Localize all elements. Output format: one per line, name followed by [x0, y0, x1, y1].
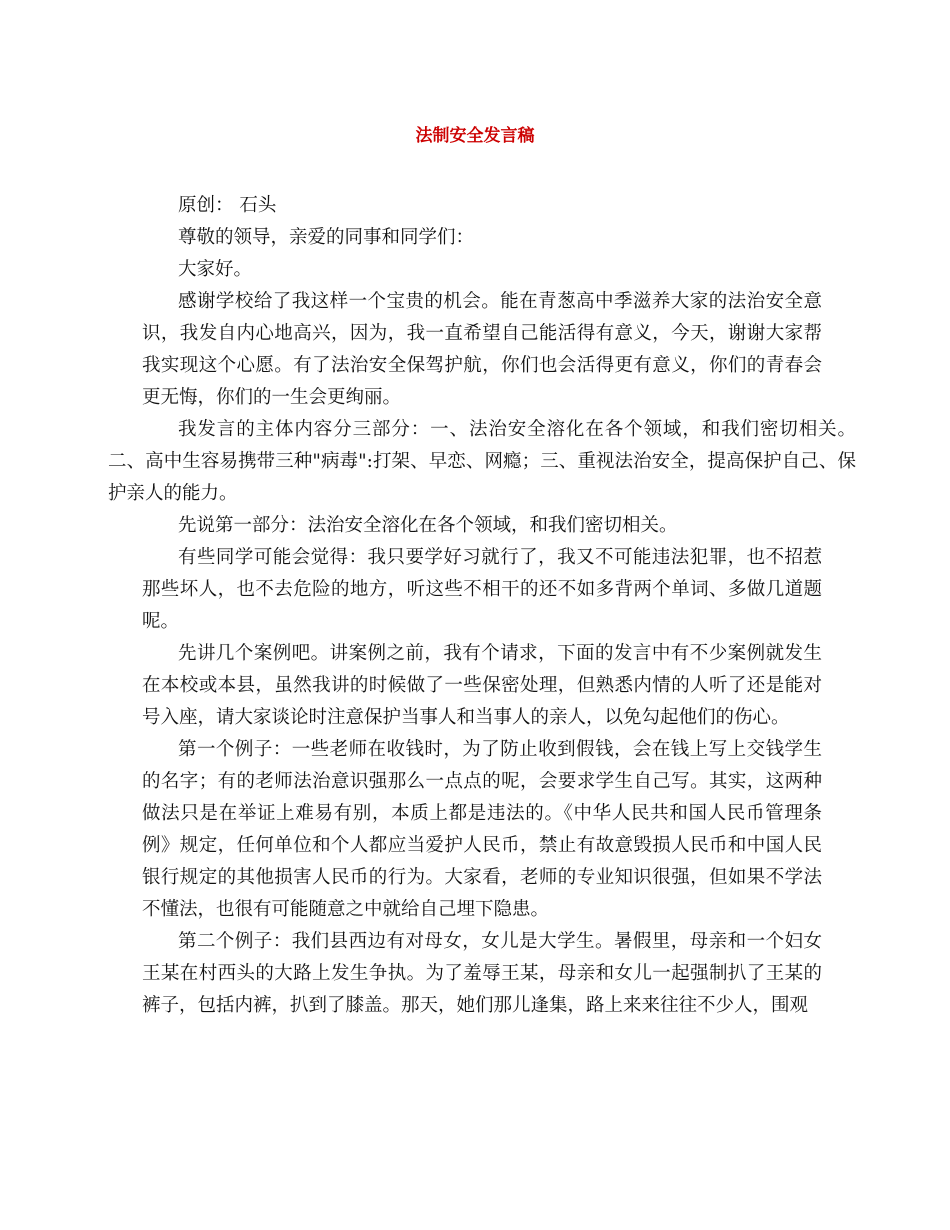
paragraph-some-students: 有些同学可能会觉得：我只要学好习就行了，我又不可能违法犯罪，也不招惹那些坏人，也不去危险的地方，听这些不相干的还不如多背两个单词、多做几道题呢。 — [142, 547, 822, 632]
paragraph-example-one: 第一个例子：一些老师在收钱时，为了防止收到假钱，会在钱上写上交钱学生的名字；有的老师法治意识强那么一点点的呢，会要求学生自己写。其实，这两种做法只是在举证上难易有别，本质上都是违法的。《中华人民共和国人民币管理条例》规定，任何单位和个人都应当爱护人民币，禁止有故意毁损人民币和中国人民银行规定的其他损害人民币的行为。大家看，老师的专业知识很强，但如果不学法不懂法，也很有可能随意之中就给自己埋下隐患。 — [142, 739, 822, 920]
paragraph-thanks: 感谢学校给了我这样一个宝贵的机会。能在青葱高中季滋养大家的法治安全意识，我发自内心地高兴，因为，我一直希望自己能活得有意义，今天，谢谢大家帮我实现这个心愿。有了法治安全保驾护航，你们也会活得更有意义，你们的青春会更无悔，你们的一生会更绚丽。 — [142, 291, 822, 408]
paragraph-cases-intro: 先讲几个案例吧。讲案例之前，我有个请求，下面的发言中有不少案例就发生在本校或本县，虽然我讲的时候做了一些保密处理，但熟悉内情的人听了还是能对号入座，请大家谈论时注意保护当事人和当事人的亲人，以免勾起他们的伤心。 — [142, 643, 822, 728]
paragraph-outline: 我发言的主体内容分三部分：一、法治安全溶化在各个领域，和我们密切相关。二、高中生容易携带三种"病毒":打架、早恋、网瘾；三、重视法治安全，提高保护自己、保护亲人的能力。 — [108, 419, 856, 504]
greeting: 大家好。 — [178, 259, 253, 280]
document-body — [108, 190, 856, 1022]
author-line: 原创： 石头 — [178, 195, 277, 216]
paragraph-example-two: 第二个例子：我们县西边有对母女，女儿是大学生。暑假里，母亲和一个妇女王某在村西头的大路上发生争执。为了羞辱王某，母亲和女儿一起强制扒了王某的裤子，包括内裤，扒到了膝盖。那天，她们那儿逢集，路上来来往往不少人，围观 — [142, 931, 822, 1016]
salutation: 尊敬的领导，亲爱的同事和同学们： — [178, 227, 475, 248]
document-title: 法制安全发言稿 — [415, 126, 535, 146]
paragraph-part-one: 先说第一部分：法治安全溶化在各个领域，和我们密切相关。 — [178, 515, 678, 536]
